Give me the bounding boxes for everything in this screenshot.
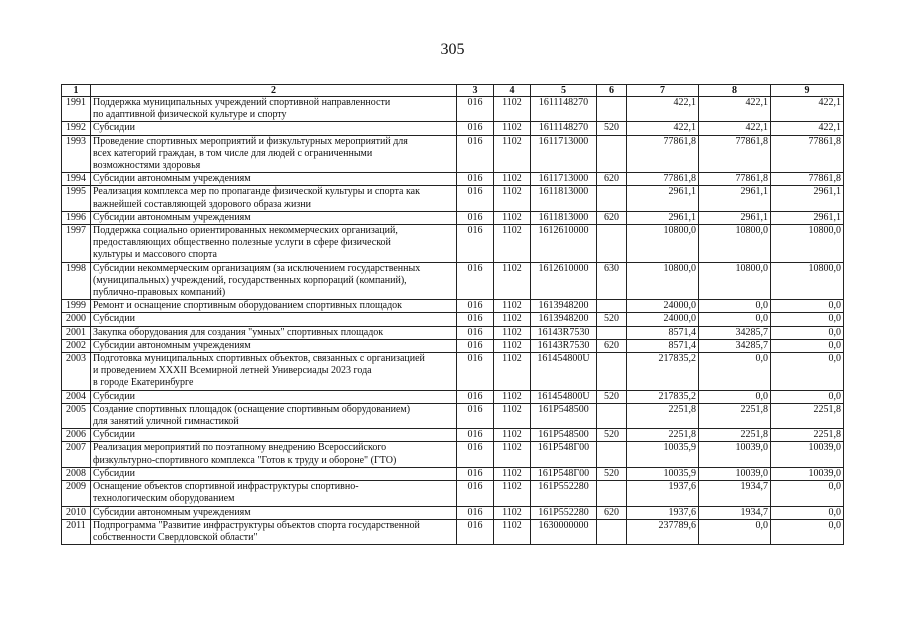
column-header: 1 [62, 85, 91, 97]
description-line: физкультурно-спортивного комплекса "Готов к труду и обороне" (ГТО) [93, 454, 397, 466]
description-line: (муниципальных) учреждений, государственных корпораций (компаний), [93, 274, 407, 286]
amount-year1-cell: 10800,0 [627, 225, 699, 263]
description-cell [91, 135, 457, 173]
target-article-cell: 1630000000 [531, 519, 597, 544]
amount-year1-cell: 1937,6 [627, 481, 699, 506]
amount-year1-cell: 8571,4 [627, 326, 699, 339]
amount-year1-cell: 2251,8 [627, 403, 699, 428]
target-article-cell: 161P548500 [531, 403, 597, 428]
description-line: публично-правовых компаний) [93, 287, 226, 299]
row-number-cell: 2009 [62, 481, 91, 506]
description-cell [91, 390, 457, 403]
expense-type-cell: 520 [597, 429, 627, 442]
row-number-cell: 1992 [62, 122, 91, 135]
description-line: Субсидии некоммерческим организациям (за исключением государственных [93, 262, 421, 274]
amount-year2-cell: 10800,0 [699, 225, 771, 263]
amount-year3-cell: 10800,0 [771, 225, 844, 263]
description-line: Субсидии [93, 122, 135, 134]
amount-year3-cell: 2961,1 [771, 186, 844, 211]
amount-year3-cell: 77861,8 [771, 135, 844, 173]
amount-year1-cell: 24000,0 [627, 313, 699, 326]
table-row [62, 97, 844, 122]
section-code-cell: 1102 [494, 429, 531, 442]
target-article-cell: 16143R7530 [531, 339, 597, 352]
ministry-code-cell: 016 [457, 519, 494, 544]
amount-year2-cell: 422,1 [699, 97, 771, 122]
amount-year2-cell: 34285,7 [699, 326, 771, 339]
ministry-code-cell: 016 [457, 262, 494, 300]
row-number-cell: 1999 [62, 300, 91, 313]
target-article-cell: 1611148270 [531, 122, 597, 135]
table-row [62, 173, 844, 186]
table-row [62, 135, 844, 173]
row-number-cell: 1993 [62, 135, 91, 173]
description-cell [91, 313, 457, 326]
target-article-cell: 1612610000 [531, 225, 597, 263]
ministry-code-cell: 016 [457, 326, 494, 339]
description-line: Поддержка муниципальных учреждений спортивной направленности [93, 97, 391, 108]
table-row [62, 353, 844, 391]
amount-year2-cell: 10800,0 [699, 262, 771, 300]
description-line: Закупка оборудования для создания "умных" спортивных площадок [93, 326, 384, 338]
row-number-cell: 1996 [62, 211, 91, 224]
section-code-cell: 1102 [494, 225, 531, 263]
section-code-cell: 1102 [494, 353, 531, 391]
row-number-cell: 2001 [62, 326, 91, 339]
table-row [62, 225, 844, 263]
amount-year3-cell: 0,0 [771, 506, 844, 519]
expense-type-cell [597, 519, 627, 544]
amount-year3-cell: 2961,1 [771, 211, 844, 224]
table-row [62, 403, 844, 428]
amount-year3-cell: 77861,8 [771, 173, 844, 186]
target-article-cell: 161P552280 [531, 481, 597, 506]
description-line: в городе Екатеринбурге [93, 377, 194, 389]
table-row [62, 262, 844, 300]
amount-year2-cell: 0,0 [699, 353, 771, 391]
section-code-cell: 1102 [494, 467, 531, 480]
expense-type-cell: 620 [597, 211, 627, 224]
amount-year2-cell: 77861,8 [699, 135, 771, 173]
column-header: 6 [597, 85, 627, 97]
column-header: 9 [771, 85, 844, 97]
amount-year3-cell: 0,0 [771, 353, 844, 391]
amount-year1-cell: 2961,1 [627, 186, 699, 211]
column-header: 5 [531, 85, 597, 97]
row-number-cell: 1995 [62, 186, 91, 211]
section-code-cell: 1102 [494, 97, 531, 122]
row-number-cell: 2011 [62, 519, 91, 544]
ministry-code-cell: 016 [457, 481, 494, 506]
description-line: Проведение спортивных мероприятий и физкультурных мероприятий для [93, 135, 408, 147]
amount-year3-cell: 0,0 [771, 519, 844, 544]
expense-type-cell [597, 353, 627, 391]
amount-year1-cell: 422,1 [627, 97, 699, 122]
amount-year3-cell: 0,0 [771, 326, 844, 339]
description-cell [91, 481, 457, 506]
expense-type-cell [597, 481, 627, 506]
section-code-cell: 1102 [494, 262, 531, 300]
section-code-cell: 1102 [494, 519, 531, 544]
description-line: предоставляющих общественно полезные услуги в сфере физической [93, 237, 391, 249]
amount-year3-cell: 2251,8 [771, 429, 844, 442]
description-cell [91, 300, 457, 313]
amount-year3-cell: 422,1 [771, 122, 844, 135]
column-header: 8 [699, 85, 771, 97]
section-code-cell: 1102 [494, 390, 531, 403]
ministry-code-cell: 016 [457, 135, 494, 173]
row-number-cell: 2003 [62, 353, 91, 391]
target-article-cell: 161454800U [531, 390, 597, 403]
amount-year1-cell: 24000,0 [627, 300, 699, 313]
amount-year1-cell: 2251,8 [627, 429, 699, 442]
target-article-cell: 1611713000 [531, 135, 597, 173]
amount-year3-cell: 0,0 [771, 300, 844, 313]
column-header: 3 [457, 85, 494, 97]
ministry-code-cell: 016 [457, 429, 494, 442]
description-line: Субсидии автономным учреждениям [93, 211, 251, 223]
ministry-code-cell: 016 [457, 300, 494, 313]
target-article-cell: 1613948200 [531, 313, 597, 326]
column-header: 7 [627, 85, 699, 97]
ministry-code-cell: 016 [457, 313, 494, 326]
ministry-code-cell: 016 [457, 97, 494, 122]
table-row [62, 211, 844, 224]
description-line: всех категорий граждан, в том числе для людей с ограниченными [93, 147, 373, 159]
table-row [62, 442, 844, 467]
amount-year1-cell: 77861,8 [627, 135, 699, 173]
amount-year3-cell: 10039,0 [771, 467, 844, 480]
target-article-cell: 161454800U [531, 353, 597, 391]
amount-year3-cell: 0,0 [771, 339, 844, 352]
amount-year1-cell: 217835,2 [627, 353, 699, 391]
expense-type-cell [597, 300, 627, 313]
table-row [62, 467, 844, 480]
section-code-cell: 1102 [494, 313, 531, 326]
description-cell [91, 506, 457, 519]
row-number-cell: 1994 [62, 173, 91, 186]
section-code-cell: 1102 [494, 339, 531, 352]
description-cell [91, 339, 457, 352]
amount-year1-cell: 2961,1 [627, 211, 699, 224]
description-line: Создание спортивных площадок (оснащение спортивным оборудованием) [93, 403, 411, 415]
amount-year1-cell: 8571,4 [627, 339, 699, 352]
table-row [62, 519, 844, 544]
ministry-code-cell: 016 [457, 403, 494, 428]
row-number-cell: 2010 [62, 506, 91, 519]
section-code-cell: 1102 [494, 173, 531, 186]
section-code-cell: 1102 [494, 326, 531, 339]
expense-type-cell: 630 [597, 262, 627, 300]
description-cell [91, 186, 457, 211]
amount-year3-cell: 422,1 [771, 97, 844, 122]
amount-year2-cell: 0,0 [699, 300, 771, 313]
description-line: важнейшей составляющей здорового образа жизни [93, 198, 311, 210]
description-line: и проведением XXXII Всемирной летней Универсиады 2023 года [93, 365, 372, 377]
header-row [62, 85, 844, 97]
ministry-code-cell: 016 [457, 353, 494, 391]
amount-year2-cell: 1934,7 [699, 506, 771, 519]
amount-year1-cell: 10035,9 [627, 442, 699, 467]
description-line: Субсидии автономным учреждениям [93, 339, 251, 351]
section-code-cell: 1102 [494, 300, 531, 313]
description-line: Субсидии [93, 390, 135, 402]
column-header: 4 [494, 85, 531, 97]
ministry-code-cell: 016 [457, 339, 494, 352]
description-line: Поддержка социально ориентированных некоммерческих организаций, [93, 225, 398, 237]
description-line: для занятий уличной гимнастикой [93, 416, 239, 428]
ministry-code-cell: 016 [457, 225, 494, 263]
expense-type-cell [597, 403, 627, 428]
ministry-code-cell: 016 [457, 506, 494, 519]
expense-type-cell: 620 [597, 506, 627, 519]
amount-year1-cell: 217835,2 [627, 390, 699, 403]
expense-type-cell [597, 225, 627, 263]
row-number-cell: 1997 [62, 225, 91, 263]
description-line: по адаптивной физической культуре и спорту [93, 109, 287, 121]
amount-year2-cell: 422,1 [699, 122, 771, 135]
target-article-cell: 1611148270 [531, 97, 597, 122]
amount-year2-cell: 10039,0 [699, 467, 771, 480]
description-line: Оснащение объектов спортивной инфраструктуры спортивно- [93, 481, 359, 493]
description-line: Подготовка муниципальных спортивных объектов, связанных с организацией [93, 353, 425, 365]
expense-type-cell: 520 [597, 467, 627, 480]
description-line: Субсидии [93, 313, 135, 325]
description-cell [91, 519, 457, 544]
table-row [62, 326, 844, 339]
amount-year1-cell: 1937,6 [627, 506, 699, 519]
description-cell [91, 467, 457, 480]
description-line: Реализация мероприятий по поэтапному внедрению Всероссийского [93, 442, 387, 454]
amount-year2-cell: 10039,0 [699, 442, 771, 467]
expense-type-cell [597, 135, 627, 173]
description-cell [91, 326, 457, 339]
amount-year3-cell: 0,0 [771, 481, 844, 506]
description-cell [91, 225, 457, 263]
description-cell [91, 442, 457, 467]
section-code-cell: 1102 [494, 211, 531, 224]
expense-type-cell: 620 [597, 339, 627, 352]
amount-year3-cell: 0,0 [771, 313, 844, 326]
expense-type-cell: 520 [597, 390, 627, 403]
amount-year2-cell: 0,0 [699, 519, 771, 544]
ministry-code-cell: 016 [457, 390, 494, 403]
description-line: Субсидии автономным учреждениям [93, 173, 251, 185]
row-number-cell: 2000 [62, 313, 91, 326]
description-cell [91, 173, 457, 186]
description-line: Ремонт и оснащение спортивным оборудованием спортивных площадок [93, 300, 403, 312]
description-line: культуры и массового спорта [93, 249, 217, 261]
ministry-code-cell: 016 [457, 442, 494, 467]
amount-year1-cell: 10800,0 [627, 262, 699, 300]
target-article-cell: 1612610000 [531, 262, 597, 300]
amount-year2-cell: 1934,7 [699, 481, 771, 506]
expense-type-cell: 520 [597, 313, 627, 326]
description-cell [91, 262, 457, 300]
description-cell [91, 97, 457, 122]
table-row [62, 186, 844, 211]
table-row [62, 313, 844, 326]
expense-type-cell [597, 186, 627, 211]
target-article-cell: 161P548500 [531, 429, 597, 442]
row-number-cell: 1991 [62, 97, 91, 122]
expense-type-cell [597, 97, 627, 122]
amount-year3-cell: 10039,0 [771, 442, 844, 467]
description-line: Субсидии автономным учреждениям [93, 506, 251, 518]
table-row [62, 300, 844, 313]
amount-year2-cell: 2251,8 [699, 429, 771, 442]
row-number-cell: 2002 [62, 339, 91, 352]
column-header: 2 [91, 85, 457, 97]
amount-year1-cell: 422,1 [627, 122, 699, 135]
amount-year3-cell: 0,0 [771, 390, 844, 403]
expense-type-cell [597, 442, 627, 467]
table-row [62, 429, 844, 442]
ministry-code-cell: 016 [457, 211, 494, 224]
ministry-code-cell: 016 [457, 122, 494, 135]
description-line: Субсидии [93, 429, 135, 441]
description-cell [91, 403, 457, 428]
section-code-cell: 1102 [494, 186, 531, 211]
budget-table [61, 84, 844, 545]
amount-year2-cell: 34285,7 [699, 339, 771, 352]
section-code-cell: 1102 [494, 442, 531, 467]
description-line: собственности Свердловской области" [93, 531, 258, 543]
table-row [62, 481, 844, 506]
expense-type-cell: 620 [597, 173, 627, 186]
row-number-cell: 2005 [62, 403, 91, 428]
amount-year3-cell: 10800,0 [771, 262, 844, 300]
ministry-code-cell: 016 [457, 186, 494, 211]
description-line: Субсидии [93, 467, 135, 479]
row-number-cell: 2007 [62, 442, 91, 467]
section-code-cell: 1102 [494, 135, 531, 173]
target-article-cell: 16143R7530 [531, 326, 597, 339]
row-number-cell: 2004 [62, 390, 91, 403]
target-article-cell: 1611813000 [531, 186, 597, 211]
description-line: технологическим оборудованием [93, 493, 235, 505]
amount-year1-cell: 10035,9 [627, 467, 699, 480]
amount-year2-cell: 2961,1 [699, 211, 771, 224]
section-code-cell: 1102 [494, 506, 531, 519]
section-code-cell: 1102 [494, 403, 531, 428]
target-article-cell: 161P552280 [531, 506, 597, 519]
section-code-cell: 1102 [494, 122, 531, 135]
amount-year2-cell: 0,0 [699, 313, 771, 326]
target-article-cell: 161P548Г00 [531, 442, 597, 467]
expense-type-cell [597, 326, 627, 339]
table-row [62, 506, 844, 519]
table-row [62, 339, 844, 352]
description-line: Реализация комплекса мер по пропаганде физической культуры и спорта как [93, 186, 420, 198]
table-row [62, 122, 844, 135]
amount-year3-cell: 2251,8 [771, 403, 844, 428]
page-number: 305 [440, 41, 465, 58]
ministry-code-cell: 016 [457, 173, 494, 186]
table-row [62, 390, 844, 403]
amount-year1-cell: 77861,8 [627, 173, 699, 186]
amount-year2-cell: 2251,8 [699, 403, 771, 428]
target-article-cell: 161P548Г00 [531, 467, 597, 480]
amount-year2-cell: 2961,1 [699, 186, 771, 211]
target-article-cell: 1611813000 [531, 211, 597, 224]
amount-year2-cell: 77861,8 [699, 173, 771, 186]
description-cell [91, 429, 457, 442]
table-body [62, 97, 844, 545]
description-line: Подпрограмма "Развитие инфраструктуры объектов спорта государственной [93, 519, 420, 531]
row-number-cell: 2006 [62, 429, 91, 442]
amount-year1-cell: 237789,6 [627, 519, 699, 544]
ministry-code-cell: 016 [457, 467, 494, 480]
expense-type-cell: 520 [597, 122, 627, 135]
target-article-cell: 1611713000 [531, 173, 597, 186]
amount-year2-cell: 0,0 [699, 390, 771, 403]
row-number-cell: 1998 [62, 262, 91, 300]
description-cell [91, 211, 457, 224]
description-cell [91, 122, 457, 135]
section-code-cell: 1102 [494, 481, 531, 506]
description-line: возможностями здоровья [93, 160, 201, 172]
row-number-cell: 2008 [62, 467, 91, 480]
target-article-cell: 1613948200 [531, 300, 597, 313]
description-cell [91, 353, 457, 391]
